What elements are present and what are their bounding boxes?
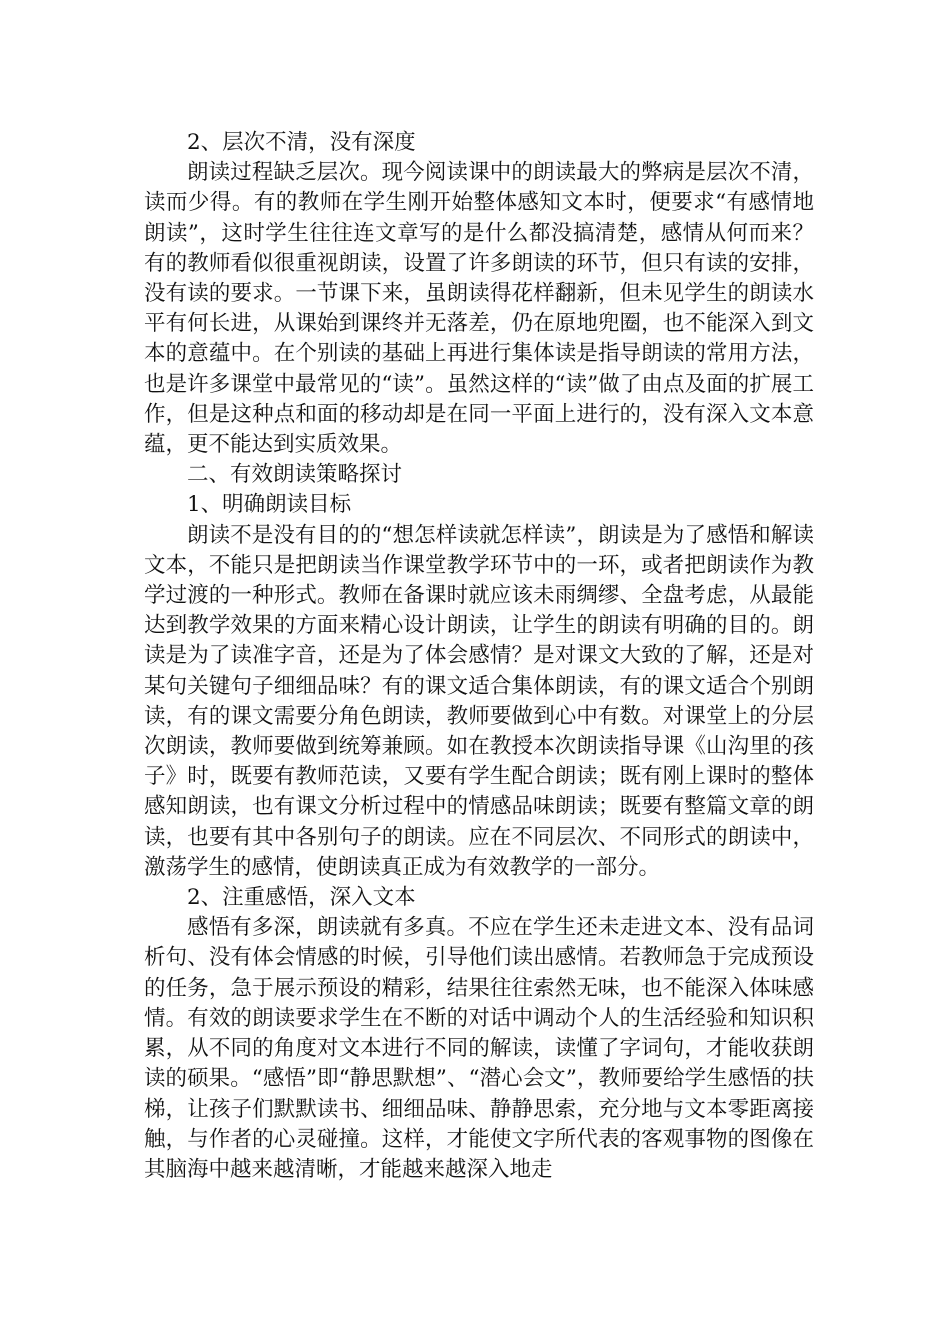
document-body (144, 128, 814, 1185)
paragraph-perception-depth: 感悟有多深，朗读就有多真。不应在学生还未走进文本、没有品词析句、没有体会情感的时候，引导他们读出感情。若教师急于完成预设的任务，急于展示预设的精彩，结果往往索然无味，也不能深入体味感情。有效的朗读要求学生在不断的对话中调动个人的生活经验和知识积累，从不同的角度对文本进行不同的解读，读懂了字词句，才能收获朗读的硕果。“感悟”即“静思默想”、“潜心会文”，教师要给学生感悟的扶梯，让孩子们默默读书、细细品味、静静思索，充分地与文本零距离接触，与作者的心灵碰撞。这样，才能使文字所代表的客观事物的图像在其脑海中越来越清晰，才能越来越深入地走 (144, 915, 814, 1182)
subheading-focus-on-perception: 2、注重感悟，深入文本 (187, 885, 416, 911)
paragraph-reading-purpose: 朗读不是没有目的的“想怎样读就怎样读”，朗读是为了感悟和解读文本，不能只是把朗读当作课堂教学环节中的一环，或者把朗读作为教学过渡的一种形式。教师在备课时就应该未雨绸缪、全盘考虑，从最能达到教学效果的方面来精心设计朗读，让学生的朗读有明确的目的。朗读是为了读准字音，还是为了体会感情？是对课文大致的了解，还是对某句关键句子细细品味？有的课文适合集体朗读，有的课文适合个别朗读，有的课文需要分角色朗读，教师要做到心中有数。对课堂上的分层次朗读，教师要做到统筹兼顾。如在教授本次朗读指导课《山沟里的孩子》时，既要有教师范读，又要有学生配合朗读；既有刚上课时的整体感知朗读，也有课文分析过程中的情感品味朗读；既要有整篇文章的朗读，也要有其中各别句子的朗读。应在不同层次、不同形式的朗读中，激荡学生的感情，使朗读真正成为有效教学的一部分。 (144, 522, 814, 880)
paragraph-reading-lacks-levels: 朗读过程缺乏层次。现今阅读课中的朗读最大的弊病是层次不清，读而少得。有的教师在学生刚开始整体感知文本时，便要求“有感情地朗读”，这时学生往往连文章写的是什么都没搞清楚，感情从何而来？有的教师看似很重视朗读，设置了许多朗读的环节，但只有读的安排，没有读的要求。一节课下来，虽朗读得花样翻新，但未见学生的朗读水平有何长进，从课始到课终并无落差，仍在原地兜圈，也不能深入到文本的意蕴中。在个别读的基础上再进行集体读是指导朗读的常用方法，也是许多课堂中最常见的“读”。虽然这样的“读”做了由点及面的扩展工作，但是这种点和面的移动却是在同一平面上进行的，没有深入文本意蕴，更不能达到实质效果。 (144, 160, 814, 458)
section-heading-effective-reading-strategies: 二、有效朗读策略探讨 (187, 462, 403, 488)
subheading-levels-unclear: 2、层次不清，没有深度 (187, 130, 416, 155)
subheading-clear-reading-goals: 1、明确朗读目标 (187, 492, 352, 518)
